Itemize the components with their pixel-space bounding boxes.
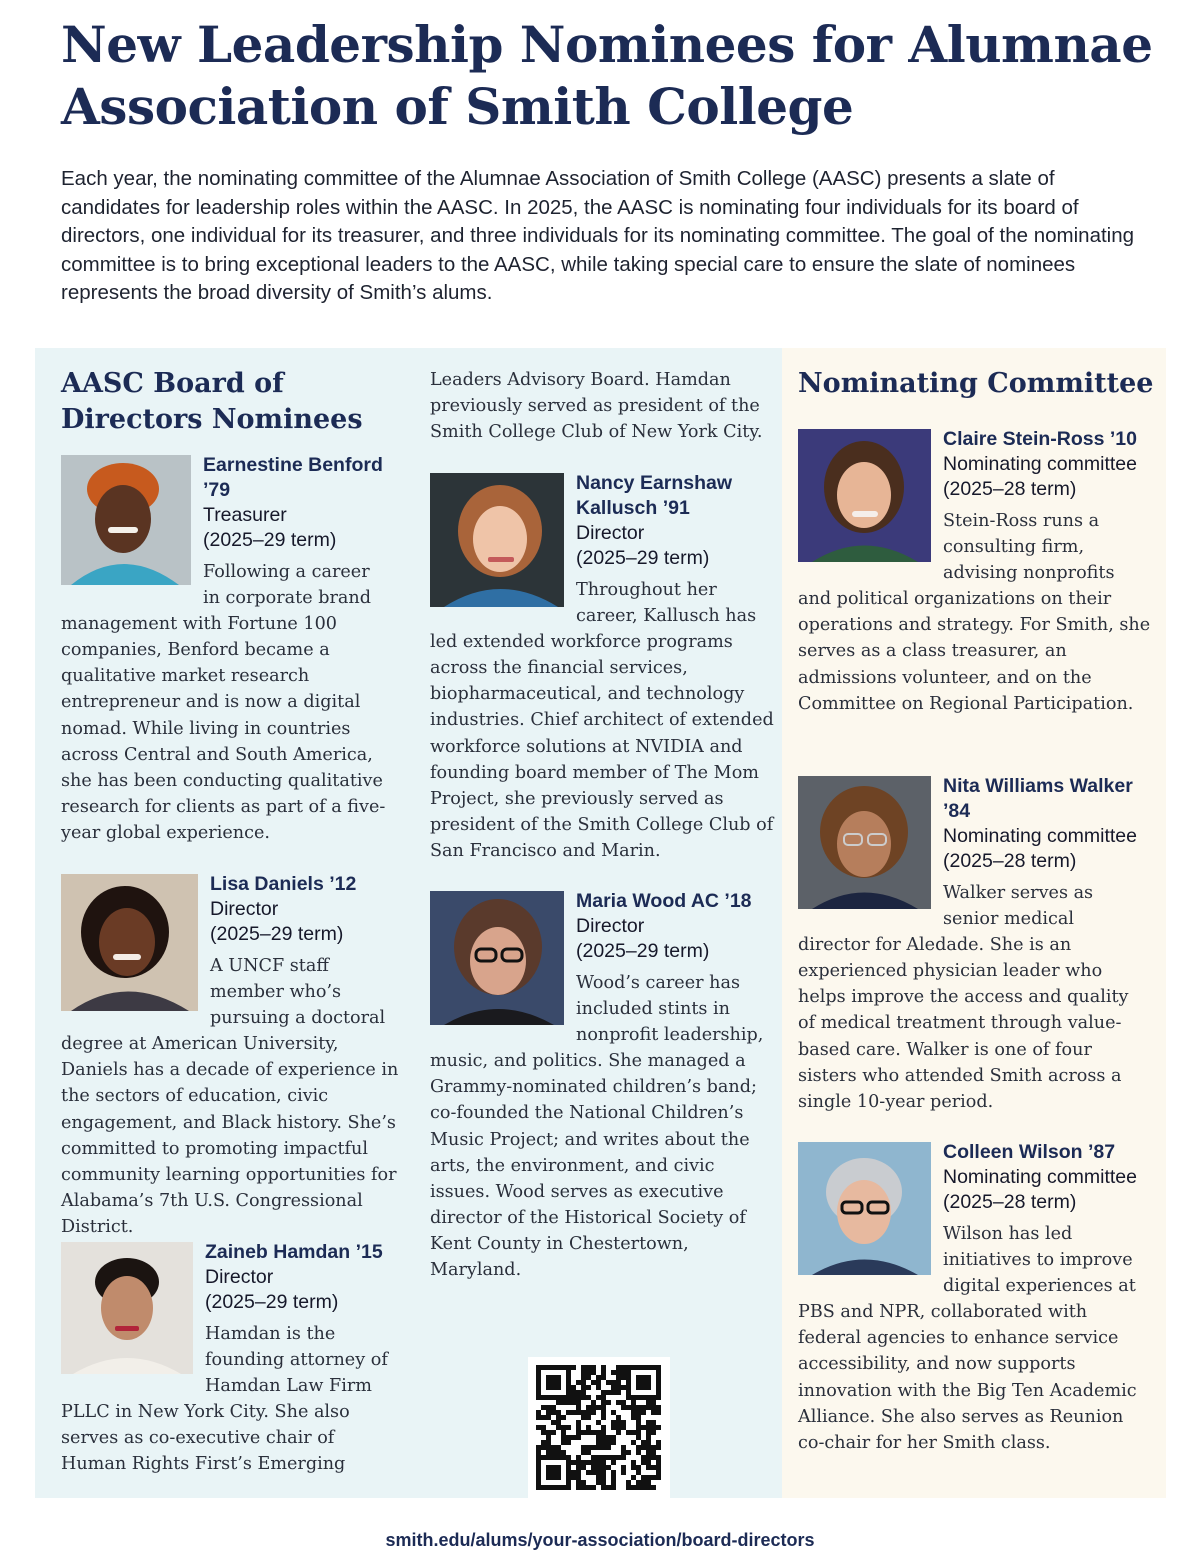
qr-code[interactable] [528,1357,670,1499]
nominee-bio: A UNCF staff member who’s pursuing a doctoral degree at American University, Daniels has a decade of experience in the sectors of education, civic engagement, and Black history. She’s committed to promoting impactful community learning opportunities for Alabama’s 7th U.S. Congressional District. [61,956,399,1237]
nominee-walker [798,774,1148,1115]
portrait-wood-icon [430,891,564,1025]
portrait-photo [430,473,564,607]
nominee-role: Director [576,522,645,544]
nominee-bio: Throughout her career, Kallusch has led extended workforce programs across the financial services, biopharmaceutical, and technology industries. Chief architect of extended workforce solutions at NVIDIA and founding board member of The Mom Project, she previously served as president of the Smith College Club of San Francisco and Marin. [430,580,774,861]
nominee-stein-ross [798,427,1153,717]
nominee-hamdan [61,1240,401,1478]
nominee-role: Director [210,898,279,920]
nominee-bio-continued: Leaders Advisory Board. Hamdan previously served as president of the Smith College Club of New York City. [430,370,763,443]
nominee-role: Director [576,915,645,937]
nominee-benford [61,453,391,846]
nominee-term: (2025–29 term) [205,1291,339,1313]
nominee-kallusch [430,471,775,864]
intro-paragraph: Each year, the nominating committee of the Alumnae Association of Smith College (AASC) presents a slate of candidates for leadership roles within the AASC. In 2025, the AASC is nominating four individuals for its board of directors, one individual for its treasurer, and three individuals for its nominating committee. The goal of the nominating committee is to bring exceptional leaders to the AASC, while taking special care to ensure the slate of nominees represents the broad diversity of Smith’s alums. [61,167,1135,305]
portrait-daniels-icon [61,874,198,1011]
nominee-name: Earnestine Benford ’79 [203,454,383,501]
portrait-stein-ross-icon [798,429,931,562]
nominee-term: (2025–28 term) [943,478,1077,500]
nominee-bio: Stein-Ross runs a consulting firm, advising nonprofits and political organizations on their operations and strategy. For Smith, she serves as a class treasurer, an admissions volunteer, and on the Committee on Regional Participation. [798,511,1151,714]
nominee-name: Colleen Wilson ’87 [943,1141,1116,1163]
nominee-bio: Walker serves as senior medical director for Aledade. She is an experienced physician leader who helps improve the access and quality of medical treatment through value-based care. Walker is one of four sisters who attended Smith across a single 10-year period. [798,883,1129,1112]
portrait-photo [61,1242,193,1374]
nominee-role: Director [205,1266,274,1288]
qr-code-icon [528,1357,670,1499]
portrait-photo [798,429,931,562]
nominee-bio: Wood’s career has included stints in nonprofit leadership, music, and politics. She managed a Grammy-nominated children’s band; co-founded the National Children’s Music Project; and writes about the arts, the environment, and civic issues. Wood serves as executive director of the Historical Society of Kent County in Chestertown, Maryland. [430,973,764,1281]
portrait-photo [430,891,564,1025]
footer-url-link[interactable]: smith.edu/alums/your-association/board-directors [385,1530,815,1550]
nominee-term: (2025–28 term) [943,850,1077,872]
committee-heading: Nominating Committee [798,368,1154,399]
nominee-name: Zaineb Hamdan ’15 [205,1241,383,1263]
nominee-term: (2025–29 term) [210,923,344,945]
nominee-name: Nita Williams Walker ’84 [943,775,1133,822]
portrait-walker-icon [798,776,931,909]
nominee-bio: Following a career in corporate brand management with Fortune 100 companies, Benford became a qualitative market research entrepreneur and is now a digital nomad. While living in countries across Central and South America, she has been conducting qualitative research for clients as part of a five-year global experience. [61,562,386,843]
nominee-name: Claire Stein-Ross ’10 [943,428,1137,450]
board-heading: AASC Board of Directors Nominees [61,368,363,435]
nominee-name: Maria Wood AC ’18 [576,890,752,912]
nominee-name: Nancy Earnshaw Kallusch ’91 [576,472,733,519]
portrait-photo [798,1142,931,1275]
nominee-term: (2025–29 term) [576,547,710,569]
nominee-name: Lisa Daniels ’12 [210,873,357,895]
nominee-bio: Hamdan is the founding attorney of Hamdan Law Firm PLLC in New York City. She also serves as co-executive chair of Human Rights First’s Emerging [61,1324,388,1475]
nominee-role: Nominating committee [943,453,1137,475]
portrait-photo [61,874,198,1011]
nominee-term: (2025–28 term) [943,1191,1077,1213]
nominee-role: Treasurer [203,504,287,526]
nominee-term: (2025–29 term) [203,529,337,551]
portrait-wilson-icon [798,1142,931,1275]
nominee-wood [430,889,775,1283]
nominee-daniels [61,872,401,1240]
nominee-wilson [798,1140,1143,1456]
nominee-role: Nominating committee [943,1166,1137,1188]
nominee-role: Nominating committee [943,825,1137,847]
portrait-benford-icon [61,455,191,585]
portrait-photo [798,776,931,909]
nominee-term: (2025–29 term) [576,940,710,962]
nominee-bio: Wilson has led initiatives to improve digital experiences at PBS and NPR, collaborated with federal agencies to enhance service accessibility, and now supports innovation with the Big Ten Academic Alliance. She also serves as Reunion co-chair for her Smith class. [798,1224,1137,1453]
portrait-hamdan-icon [61,1242,193,1374]
page-title: New Leadership Nominees for Alumnae Association of Smith College [61,15,1153,136]
portrait-kallusch-icon [430,473,564,607]
portrait-photo [61,455,191,585]
